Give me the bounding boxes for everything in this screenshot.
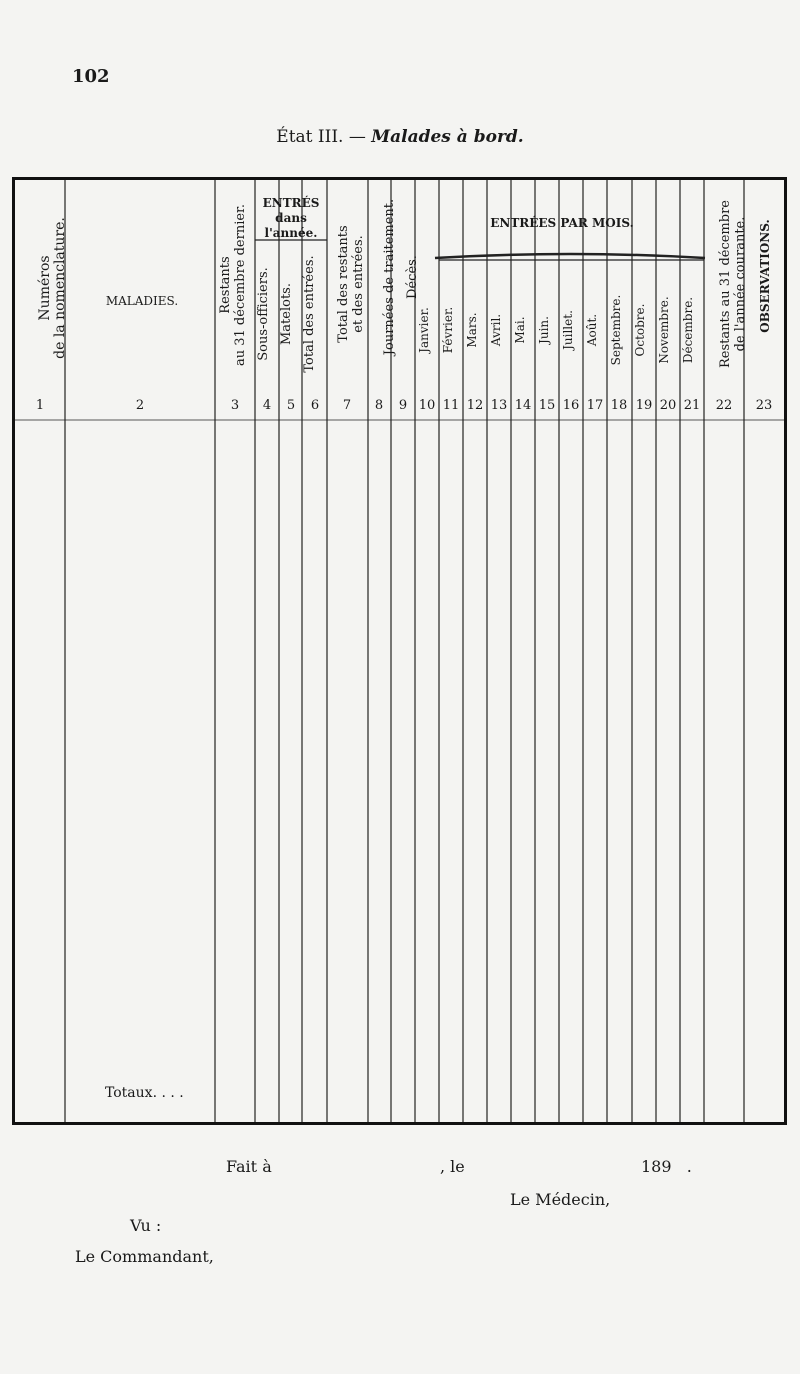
totaux-label: Totaux. . . . xyxy=(105,1085,184,1101)
column-number: 1 xyxy=(35,398,45,413)
header-month-7: Juillet. xyxy=(561,310,575,350)
column-number: 11 xyxy=(442,398,460,413)
header-month-2: Février. xyxy=(441,306,455,354)
column-number: 6 xyxy=(310,398,320,413)
header-month-5: Mai. xyxy=(513,316,527,344)
brace-line xyxy=(435,254,705,258)
header-total-entrees: Total des entrées. xyxy=(302,255,317,373)
column-number: 23 xyxy=(755,398,773,413)
header-observations: OBSERVATIONS. xyxy=(758,219,772,333)
header-matelots: Matelots. xyxy=(279,283,294,345)
header-month-9: Septembre. xyxy=(609,294,623,366)
header-month-4: Avril. xyxy=(489,313,503,347)
column-number: 12 xyxy=(466,398,484,413)
header-month-6: Juin. xyxy=(537,316,551,344)
header-month-8: Août. xyxy=(585,313,599,347)
column-number: 16 xyxy=(562,398,580,413)
header-entrees-par-mois: ENTRÉES PAR MOIS. xyxy=(490,216,634,230)
maladies-table xyxy=(12,177,787,1125)
header-sous-officiers: Sous-officiers. xyxy=(256,267,271,361)
header-entres-group: ENTRÉS dans l'année. xyxy=(262,196,320,240)
column-number: 4 xyxy=(262,398,272,413)
vu-label: Vu : xyxy=(130,1216,162,1235)
column-number: 10 xyxy=(418,398,436,413)
header-journees: Journées de traitement. xyxy=(382,198,397,356)
header-month-10: Octobre. xyxy=(633,303,647,357)
column-number: 3 xyxy=(230,398,240,413)
column-number: 7 xyxy=(342,398,352,413)
title-italic: Malades à bord. xyxy=(371,127,524,147)
column-number: 17 xyxy=(586,398,604,413)
page-number: 102 xyxy=(72,66,110,87)
medecin-signature: Le Médecin, xyxy=(510,1190,611,1209)
column-number: 21 xyxy=(683,398,701,413)
header-month-3: Mars. xyxy=(465,312,479,348)
header-numeros: Numéros de la nomenclature. xyxy=(37,217,68,359)
date-le: , le xyxy=(440,1157,465,1176)
header-total-restants: Total des restants et des entrées. xyxy=(336,225,366,343)
header-month-11: Novembre. xyxy=(657,296,671,364)
column-number: 13 xyxy=(490,398,508,413)
column-number: 20 xyxy=(659,398,677,413)
column-number: 18 xyxy=(610,398,628,413)
title-prefix: État III. — xyxy=(276,127,372,147)
column-number: 19 xyxy=(635,398,653,413)
column-number: 15 xyxy=(538,398,556,413)
column-number: 22 xyxy=(715,398,733,413)
column-number: 5 xyxy=(286,398,296,413)
page-title xyxy=(0,127,800,147)
header-maladies: MALADIES. xyxy=(105,294,179,308)
annee: 189 . xyxy=(641,1157,692,1176)
column-number: 14 xyxy=(514,398,532,413)
column-number: 9 xyxy=(398,398,408,413)
fait-a: Fait à xyxy=(226,1157,272,1176)
header-restants-debut: Restants au 31 décembre dernier. xyxy=(218,204,248,366)
header-deces: Décès. xyxy=(405,255,420,299)
header-month-1: Janvier. xyxy=(417,307,431,353)
header-restants-fin: Restants au 31 décembre de l'année courante. xyxy=(718,200,748,369)
header-month-12: Décembre. xyxy=(681,296,695,364)
column-number: 8 xyxy=(374,398,384,413)
commandant-signature: Le Commandant, xyxy=(75,1247,214,1266)
column-number: 2 xyxy=(135,398,145,413)
